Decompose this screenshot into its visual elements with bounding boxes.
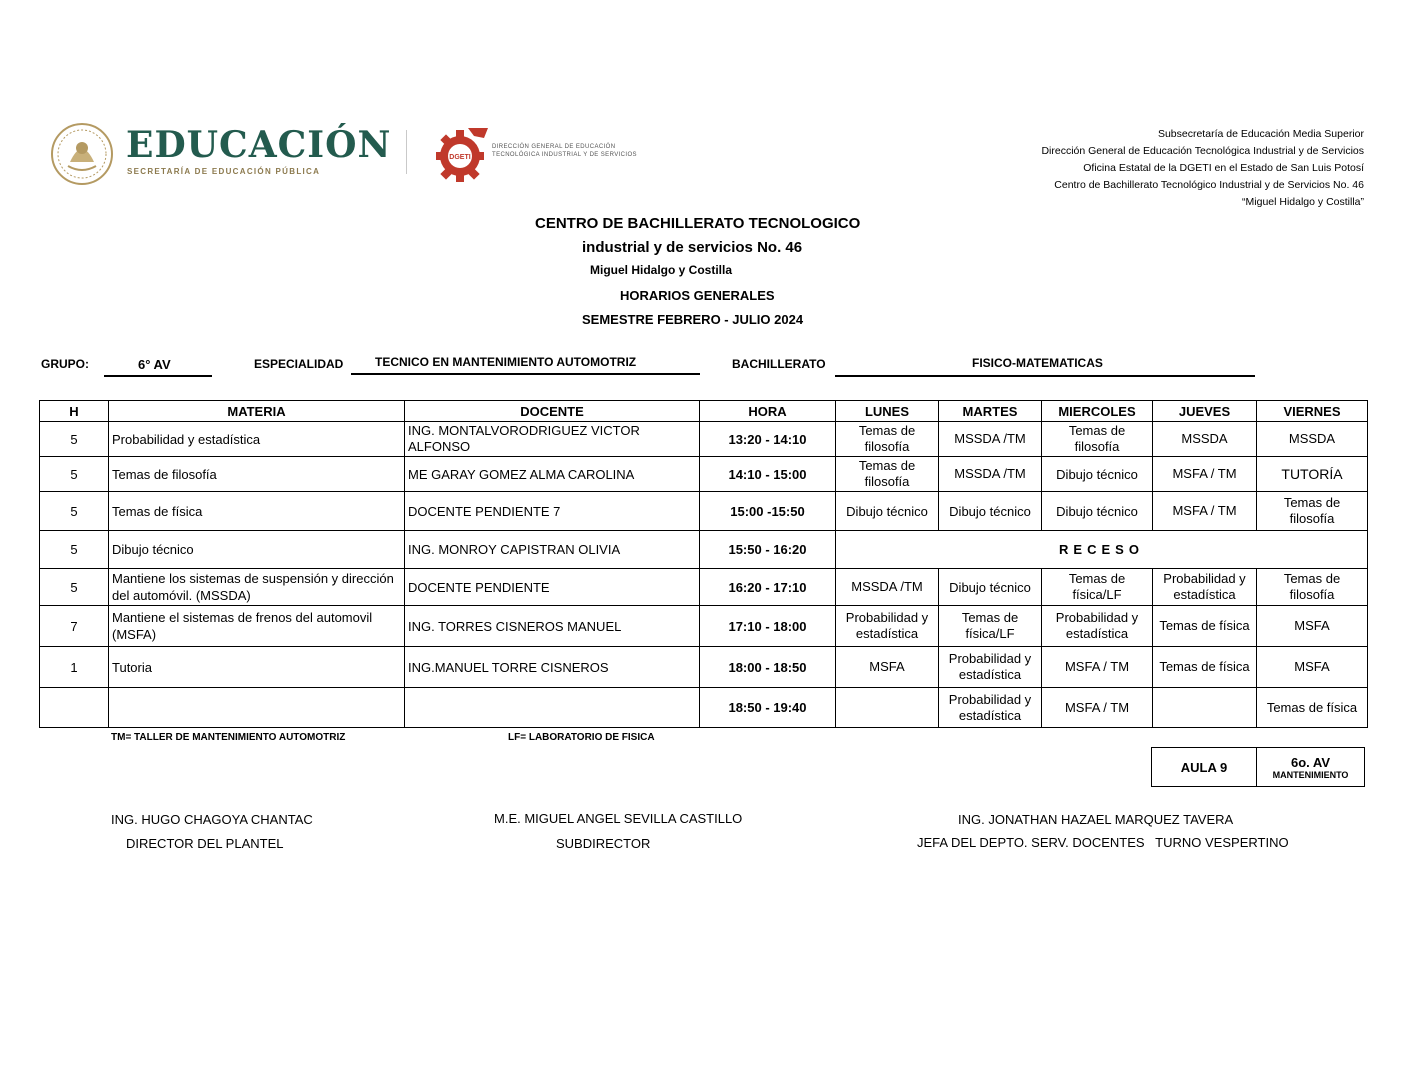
logo-divider — [406, 130, 407, 174]
schedule-table — [39, 400, 1368, 728]
cell-hora: 15:00 -15:50 — [700, 492, 836, 531]
bachillerato-label: BACHILLERATO — [732, 357, 826, 371]
cell-jueves: Temas de física — [1153, 606, 1257, 647]
institution-header — [1041, 126, 1364, 211]
svg-text:DGETI: DGETI — [449, 154, 471, 161]
col-header-miercoles: MIERCOLES — [1042, 401, 1153, 422]
cell-viernes: MSSDA — [1257, 422, 1368, 457]
cell-lunes: Temas de filosofía — [836, 422, 939, 457]
table-header-row — [40, 401, 1368, 422]
cell-h: 1 — [40, 647, 109, 688]
cell-docente — [405, 688, 700, 728]
dgeti-gear-logo — [434, 124, 490, 184]
cell-martes: Probabilidad y estadística — [939, 647, 1042, 688]
cell-materia: Dibujo técnico — [109, 531, 405, 569]
signature-jefa-name: ING. JONATHAN HAZAEL MARQUEZ TAVERA — [958, 812, 1234, 827]
cell-lunes — [836, 688, 939, 728]
cell-hora: 15:50 - 16:20 — [700, 531, 836, 569]
cell-hora: 18:00 - 18:50 — [700, 647, 836, 688]
table-row — [40, 606, 1368, 647]
cell-docente: ING. TORRES CISNEROS MANUEL — [405, 606, 700, 647]
header-line: Dirección General de Educación Tecnológica Industrial y de Servicios — [1041, 145, 1364, 157]
signature-director-role: DIRECTOR DEL PLANTEL — [126, 836, 284, 851]
cell-lunes: Temas de filosofía — [836, 457, 939, 492]
cell-hora: 13:20 - 14:10 — [700, 422, 836, 457]
table-row — [40, 457, 1368, 492]
table-row — [40, 688, 1368, 728]
dgeti-logo-text — [492, 143, 637, 159]
bachillerato-underline — [835, 375, 1255, 377]
signature-subdirector-name: M.E. MIGUEL ANGEL SEVILLA CASTILLO — [494, 811, 743, 826]
receso-cell: RECESO — [836, 531, 1368, 569]
header-line: Oficina Estatal de la DGETI en el Estado de San Luis Potosí — [1083, 162, 1364, 174]
cell-h: 5 — [40, 531, 109, 569]
header-line: Centro de Bachillerato Tecnológico Industrial y de Servicios No. 46 — [1054, 179, 1364, 191]
cell-viernes: Temas de filosofía — [1257, 492, 1368, 531]
cell-h: 7 — [40, 606, 109, 647]
table-row — [40, 647, 1368, 688]
cell-lunes: MSSDA /TM — [836, 569, 939, 606]
cell-viernes: TUTORÍA — [1257, 457, 1368, 492]
aula-group-name: 6o. AV — [1290, 754, 1330, 770]
aula-box — [1151, 747, 1365, 787]
title-school-type: industrial y de servicios No. 46 — [582, 239, 803, 256]
cell-materia — [109, 688, 405, 728]
col-header-lunes: LUNES — [836, 401, 939, 422]
cell-miercoles: Dibujo técnico — [1042, 492, 1153, 531]
col-header-viernes: VIERNES — [1257, 401, 1368, 422]
cell-hora: 18:50 - 19:40 — [700, 688, 836, 728]
especialidad-underline — [351, 373, 700, 375]
cell-miercoles: MSFA / TM — [1042, 647, 1153, 688]
aula-label: AULA 9 — [1152, 748, 1257, 787]
cell-martes: Probabilidad y estadística — [939, 688, 1042, 728]
cell-h: 5 — [40, 492, 109, 531]
cell-docente: ME GARAY GOMEZ ALMA CAROLINA — [405, 457, 700, 492]
table-row — [40, 422, 1368, 457]
col-header-martes: MARTES — [939, 401, 1042, 422]
sep-seal-logo — [48, 122, 116, 186]
table-row — [40, 531, 1368, 569]
cell-materia: Temas de filosofía — [109, 457, 405, 492]
dgeti-text-line-1: DIRECCIÓN GENERAL DE EDUCACIÓN — [492, 144, 616, 150]
cell-h: 5 — [40, 457, 109, 492]
bachillerato-value: FISICO-MATEMATICAS — [972, 356, 1103, 370]
signature-director-name: ING. HUGO CHAGOYA CHANTAC — [111, 812, 313, 827]
header-line: Subsecretaría de Educación Media Superior — [1157, 128, 1364, 140]
cell-miercoles: MSFA / TM — [1042, 688, 1153, 728]
note-tm: TM= TALLER DE MANTENIMIENTO AUTOMOTRIZ — [111, 732, 346, 743]
cell-martes: MSSDA /TM — [939, 422, 1042, 457]
grupo-underline — [104, 375, 212, 377]
cell-miercoles: Probabilidad y estadística — [1042, 606, 1153, 647]
cell-viernes: MSFA — [1257, 647, 1368, 688]
col-header-h: H — [40, 401, 109, 422]
cell-viernes: Temas de física — [1257, 688, 1368, 728]
cell-jueves: Probabilidad y estadística — [1153, 569, 1257, 606]
cell-jueves: MSFA / TM — [1153, 457, 1257, 492]
table-row — [40, 569, 1368, 606]
col-header-materia: MATERIA — [109, 401, 405, 422]
note-lf: LF= LABORATORIO DE FISICA — [508, 732, 655, 743]
especialidad-label: ESPECIALIDAD — [254, 357, 344, 371]
table-row — [40, 492, 1368, 531]
cell-materia: Mantiene el sistemas de frenos del automovil (MSFA) — [109, 606, 405, 647]
cell-viernes: Temas de filosofía — [1257, 569, 1368, 606]
signature-jefa-role: JEFA DEL DEPTO. SERV. DOCENTES TURNO VESPERTINO — [917, 835, 1289, 850]
grupo-value: 6° AV — [138, 357, 171, 372]
cell-h: 5 — [40, 569, 109, 606]
cell-jueves: MSSDA — [1153, 422, 1257, 457]
cell-docente: ING. MONTALVORODRIGUEZ VICTOR ALFONSO — [405, 422, 700, 457]
cell-jueves: MSFA / TM — [1153, 492, 1257, 531]
cell-docente: ING. MONROY CAPISTRAN OLIVIA — [405, 531, 700, 569]
header-line: “Miguel Hidalgo y Costilla” — [1242, 196, 1364, 208]
cell-docente: ING.MANUEL TORRE CISNEROS — [405, 647, 700, 688]
educacion-logo-subtitle: SECRETARÍA DE EDUCACIÓN PÚBLICA — [127, 167, 321, 176]
cell-martes: Dibujo técnico — [939, 569, 1042, 606]
cell-viernes: MSFA — [1257, 606, 1368, 647]
especialidad-value: TECNICO EN MANTENIMIENTO AUTOMOTRIZ — [375, 355, 637, 369]
cell-h — [40, 688, 109, 728]
title-school-name: Miguel Hidalgo y Costilla — [590, 263, 733, 277]
aula-group — [1257, 748, 1365, 787]
signature-subdirector-role: SUBDIRECTOR — [556, 836, 651, 851]
cell-lunes: MSFA — [836, 647, 939, 688]
cell-hora: 14:10 - 15:00 — [700, 457, 836, 492]
dgeti-text-line-2: TECNOLÓGICA INDUSTRIAL Y DE SERVICIOS — [492, 152, 637, 158]
cell-martes: MSSDA /TM — [939, 457, 1042, 492]
col-header-hora: HORA — [700, 401, 836, 422]
col-header-jueves: JUEVES — [1153, 401, 1257, 422]
cell-lunes: Dibujo técnico — [836, 492, 939, 531]
cell-miercoles: Temas de física/LF — [1042, 569, 1153, 606]
cell-lunes: Probabilidad y estadística — [836, 606, 939, 647]
cell-hora: 17:10 - 18:00 — [700, 606, 836, 647]
title-school: CENTRO DE BACHILLERATO TECNOLOGICO — [535, 215, 861, 232]
cell-miercoles: Dibujo técnico — [1042, 457, 1153, 492]
title-schedules: HORARIOS GENERALES — [620, 288, 775, 303]
cell-materia: Mantiene los sistemas de suspensión y dirección del automóvil. (MSSDA) — [109, 569, 405, 606]
cell-hora: 16:20 - 17:10 — [700, 569, 836, 606]
educacion-logo-word: EDUCACIÓN — [126, 124, 392, 166]
cell-h: 5 — [40, 422, 109, 457]
cell-docente: DOCENTE PENDIENTE — [405, 569, 700, 606]
cell-martes: Dibujo técnico — [939, 492, 1042, 531]
col-header-docente: DOCENTE — [405, 401, 700, 422]
cell-miercoles: Temas de filosofía — [1042, 422, 1153, 457]
cell-martes: Temas de física/LF — [939, 606, 1042, 647]
cell-materia: Temas de física — [109, 492, 405, 531]
cell-jueves: Temas de física — [1153, 647, 1257, 688]
cell-materia: Probabilidad y estadística — [109, 422, 405, 457]
cell-jueves — [1153, 688, 1257, 728]
cell-docente: DOCENTE PENDIENTE 7 — [405, 492, 700, 531]
cell-materia: Tutoria — [109, 647, 405, 688]
aula-area: MANTENIMIENTO — [1272, 769, 1349, 780]
grupo-label: GRUPO: — [41, 357, 89, 371]
title-semester: SEMESTRE FEBRERO - JULIO 2024 — [582, 312, 804, 327]
